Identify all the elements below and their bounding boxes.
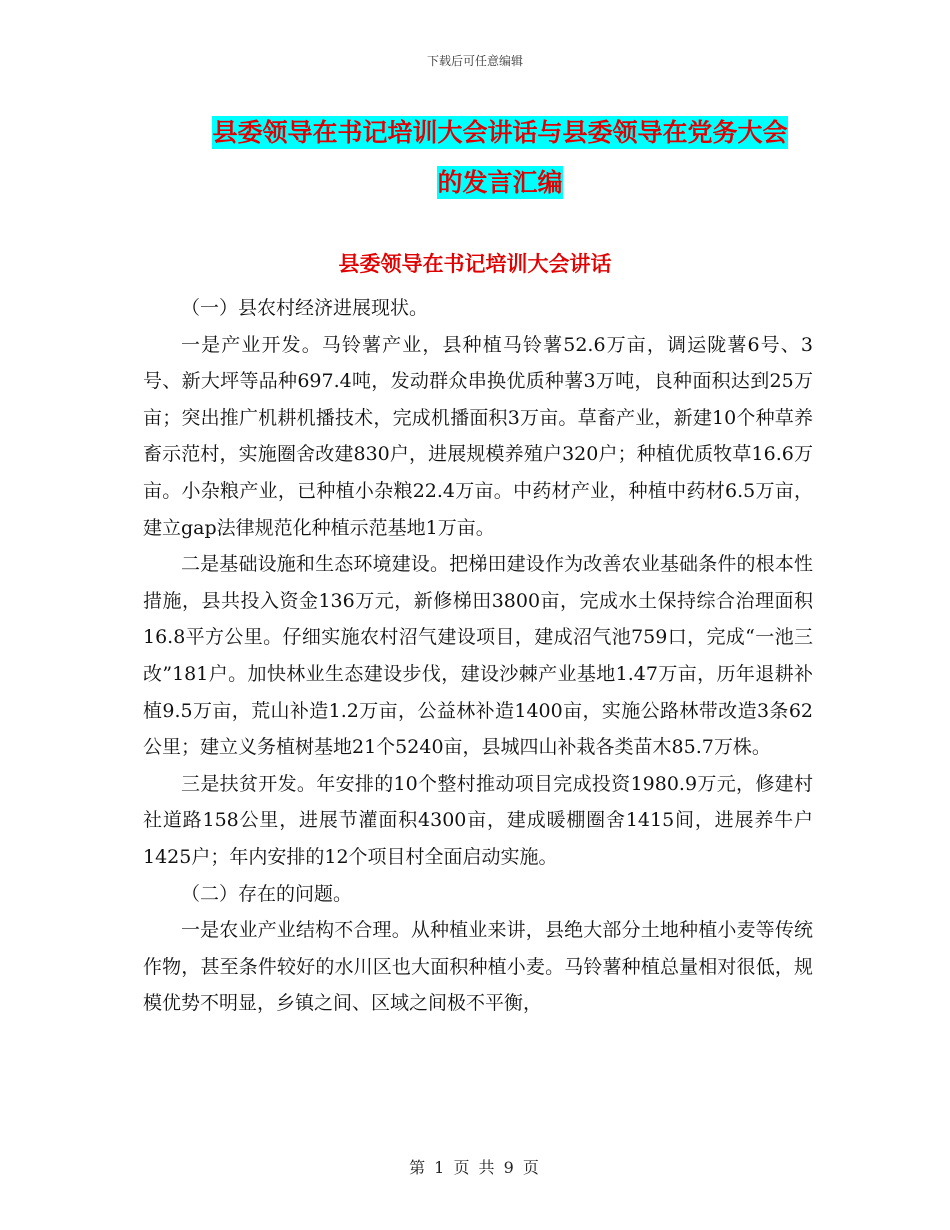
paragraph: 一是农业产业结构不合理。从种植业来讲，县绝大部分土地种植小麦等传统作物，甚至条件较好的水川区也大面积种植小麦。马铃薯种植总量相对很低，规模优势不明显，乡镇之间、区域之间极不平衡，: [143, 919, 813, 1015]
title-line-2: 的发言汇编: [437, 168, 563, 197]
paragraph-heading-2: （二）存在的问题。: [181, 882, 353, 905]
title-line-1: 县委领导在书记培训大会讲话与县委领导在党务大会: [212, 118, 788, 147]
paragraph: 二是基础设施和生态环境建设。把梯田建设作为改善农业基础条件的根本性措施，县共投入资金136万元，新修梯田3800亩，完成水土保持综合治理面积16.8平方公里。仔细实施农村沼气建设项目，建成沼气池759口，完成“一池三改”181户。加快林业生态建设步伐，建设沙棘产业基地1.47万亩，历年退耕补植9.5万亩，荒山补造1.2万亩，公益林补造1400亩，实施公路林带改造3条62公里；建立义务植树基地21个5240亩，县城四山补栽各类苗木85.7万株。: [143, 553, 813, 759]
section-title: 县委领导在书记培训大会讲话: [338, 252, 612, 276]
document-title: [150, 108, 850, 208]
paragraph-heading-1: （一）县农村经济进展现状。: [181, 297, 429, 319]
header-note: 下载后可任意编辑: [426, 54, 523, 68]
paragraph: 一是产业开发。马铃薯产业，县种植马铃薯52.6万亩，调运陇薯6号、3号、新大坪等品种697.4吨，发动群众串换优质种薯3万吨，良种面积达到25万亩；突出推广机耕机播技术，完成机播面积3万亩。草畜产业，新建10个种草养畜示范村，实施圈舍改建830户，进展规模养殖户320户；种植优质牧草16.6万亩。小杂粮产业，已种植小杂粮22.4万亩。中药材产业，种植中药材6.5万亩，建立gap法律规范化种植示范基地1万亩。: [143, 333, 813, 539]
paragraph: 三是扶贫开发。年安排的10个整村推动项目完成投资1980.9万元，修建村社道路158公里，进展节灌面积4300亩，建成暖棚圈舍1415间，进展养牛户1425户；年内安排的12个项目村全面启动实施。: [143, 772, 813, 868]
body-text: [143, 290, 813, 1022]
page-footer: 第 1 页 共 9 页: [409, 1158, 541, 1177]
